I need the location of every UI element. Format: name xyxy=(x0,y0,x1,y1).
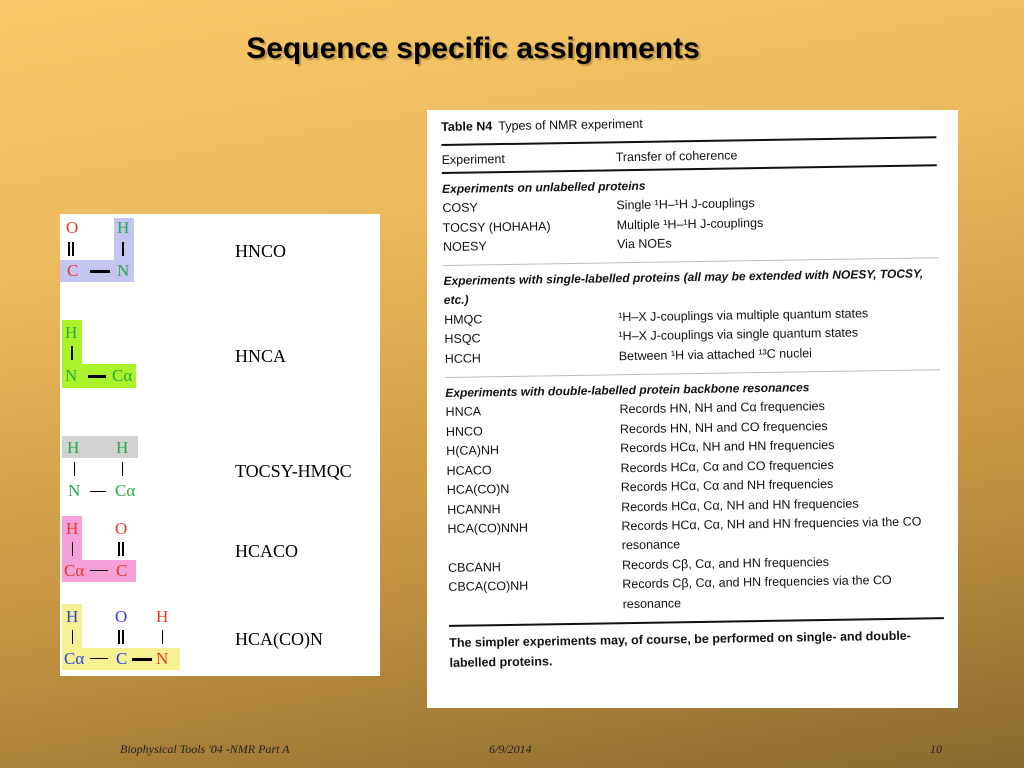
hcaco-bond-cah xyxy=(72,542,73,556)
cell-experiment: COSY xyxy=(442,200,478,216)
header-transfer: Transfer of coherence xyxy=(615,148,738,165)
hnco-bond-cn xyxy=(90,270,110,273)
cell-transfer: Records Cβ, Cα, and HN frequencies via the CO resonance xyxy=(622,572,892,611)
cell-experiment: HCACO xyxy=(446,462,492,478)
pulse-diagram-panel xyxy=(60,214,380,676)
diagram-tocsy-hmqc xyxy=(60,434,380,506)
cell-transfer: Multiple ¹H–¹H J-couplings xyxy=(616,215,764,233)
table-footnote: The simpler experiments may, of course, be performed on single- and double-labelled proteins. xyxy=(449,628,911,670)
diagram-hcaco xyxy=(60,514,380,586)
cell-transfer: Records HCα, Cα, NH and HN frequencies via the CO resonance xyxy=(621,514,922,553)
diagram-label-hnco: HNCO xyxy=(235,241,287,261)
hcacon-bond-cah xyxy=(72,630,73,644)
cell-experiment: CBCANH xyxy=(447,560,501,576)
hnca-bond-nh xyxy=(71,346,73,360)
table-row xyxy=(448,570,944,617)
hcacon-bond-cac xyxy=(90,658,108,659)
section-title-double-labelled: Experiments with double-labelled protein backbone resonances xyxy=(445,380,810,400)
cell-transfer: Between ¹H via attached ¹³C nuclei xyxy=(618,345,813,363)
hcaco-double-bond xyxy=(118,542,124,556)
cell-experiment: CBCA(CO)NH xyxy=(448,578,529,594)
cell-transfer: Records HCα, Cα and CO frequencies xyxy=(620,457,834,475)
hcaco-atom-c: C xyxy=(116,561,128,580)
cell-experiment: H(CA)NH xyxy=(446,443,500,459)
hnca-atom-h: H xyxy=(65,323,78,342)
nmr-experiment-table-card xyxy=(427,110,958,708)
cell-transfer: Records HN, NH and CO frequencies xyxy=(619,418,828,436)
table-caption-text: Types of NMR experiment xyxy=(498,116,643,134)
hcacon-bond-nh xyxy=(162,630,163,644)
hcaco-atom-o: O xyxy=(115,519,128,538)
tocsy-atom-ca: Cα xyxy=(115,481,136,500)
cell-transfer: Records HN, NH and Cα frequencies xyxy=(619,399,825,417)
cell-transfer: Via NOEs xyxy=(616,236,672,252)
table-caption xyxy=(441,112,936,134)
footer-course: Biophysical Tools '04 -NMR Part A xyxy=(120,742,290,756)
tocsy-atom-h1: H xyxy=(67,438,80,457)
hnco-atom-n: N xyxy=(117,261,130,280)
hnca-bond-nca xyxy=(88,375,106,378)
diagram-label-hcacon: HCA(CO)N xyxy=(235,629,323,649)
section-title-single-labelled: Experiments with single-labelled proteins (all may be extended with NOESY, TOCSY, etc.) xyxy=(443,266,924,307)
footer-page-number: 10 xyxy=(930,742,942,756)
hcacon-atom-o: O xyxy=(115,607,128,626)
hcacon-double-bond xyxy=(118,630,124,644)
cell-transfer: Records HCα, Cα, NH and HN frequencies xyxy=(621,496,859,514)
hcaco-atom-h: H xyxy=(66,519,79,538)
tocsy-bond-nh xyxy=(74,462,75,476)
section-title-unlabelled: Experiments on unlabelled proteins xyxy=(442,178,646,196)
tocsy-bond-cah xyxy=(122,462,123,476)
cell-experiment: TOCSY (HOHAHA) xyxy=(442,219,551,235)
hcacon-atom-c: C xyxy=(116,649,128,668)
cell-experiment: HCA(CO)NNH xyxy=(447,520,529,536)
cell-experiment: HCCH xyxy=(444,351,481,366)
cell-transfer: Records HCα, Cα and NH frequencies xyxy=(620,477,834,495)
hnco-bond-nh xyxy=(122,242,124,256)
diagram-label-hnca: HNCA xyxy=(235,346,287,366)
tocsy-atom-n: N xyxy=(68,481,81,500)
tocsy-bond-nca xyxy=(90,491,106,492)
cell-experiment: HCA(CO)N xyxy=(446,482,510,498)
nmr-experiment-table xyxy=(441,110,945,673)
hcacon-bond-cn xyxy=(132,658,152,661)
diagram-hnco xyxy=(60,214,380,284)
cell-experiment: HMQC xyxy=(444,312,483,327)
hcacon-atom-h2: H xyxy=(156,607,169,626)
hcaco-bond-cac xyxy=(90,570,108,571)
cell-experiment: HNCO xyxy=(445,424,483,439)
table-row xyxy=(447,512,943,559)
hnco-atom-c: C xyxy=(67,261,79,280)
footer-date: 6/9/2014 xyxy=(489,742,532,756)
header-experiment: Experiment xyxy=(441,151,505,167)
hnco-atom-h: H xyxy=(117,218,130,237)
cell-transfer: Single ¹H–¹H J-couplings xyxy=(616,196,755,213)
diagram-label-tocsy-hmqc: TOCSY-HMQC xyxy=(235,461,352,481)
cell-transfer: ¹H–X J-couplings via single quantum states xyxy=(618,325,859,344)
slide-title: Sequence specific assignments xyxy=(246,32,700,65)
cell-transfer: Records Cβ, Cα, and HN frequencies xyxy=(621,555,830,573)
cell-transfer: ¹H–X J-couplings via multiple quantum states xyxy=(618,306,869,324)
hcacon-atom-n: N xyxy=(156,649,169,668)
hcacon-atom-h1: H xyxy=(66,607,79,626)
table-label: Table N4 xyxy=(441,119,493,134)
cell-experiment: HNCA xyxy=(445,404,482,420)
hnco-atom-o: O xyxy=(66,218,79,237)
hnca-atom-n: N xyxy=(65,366,78,385)
hnco-double-bond xyxy=(68,242,74,256)
cell-experiment: NOESY xyxy=(442,239,487,255)
hcaco-atom-ca: Cα xyxy=(64,561,85,580)
diagram-hcacon xyxy=(60,602,380,674)
diagram-hnca xyxy=(60,318,380,390)
tocsy-atom-h2: H xyxy=(116,438,129,457)
hcacon-atom-ca: Cα xyxy=(64,649,85,668)
hnca-atom-ca: Cα xyxy=(112,366,133,385)
cell-transfer: Records HCα, NH and HN frequencies xyxy=(620,438,835,456)
cell-experiment: HCANNH xyxy=(447,501,501,517)
cell-experiment: HSQC xyxy=(444,331,481,347)
diagram-label-hcaco: HCACO xyxy=(235,541,299,561)
